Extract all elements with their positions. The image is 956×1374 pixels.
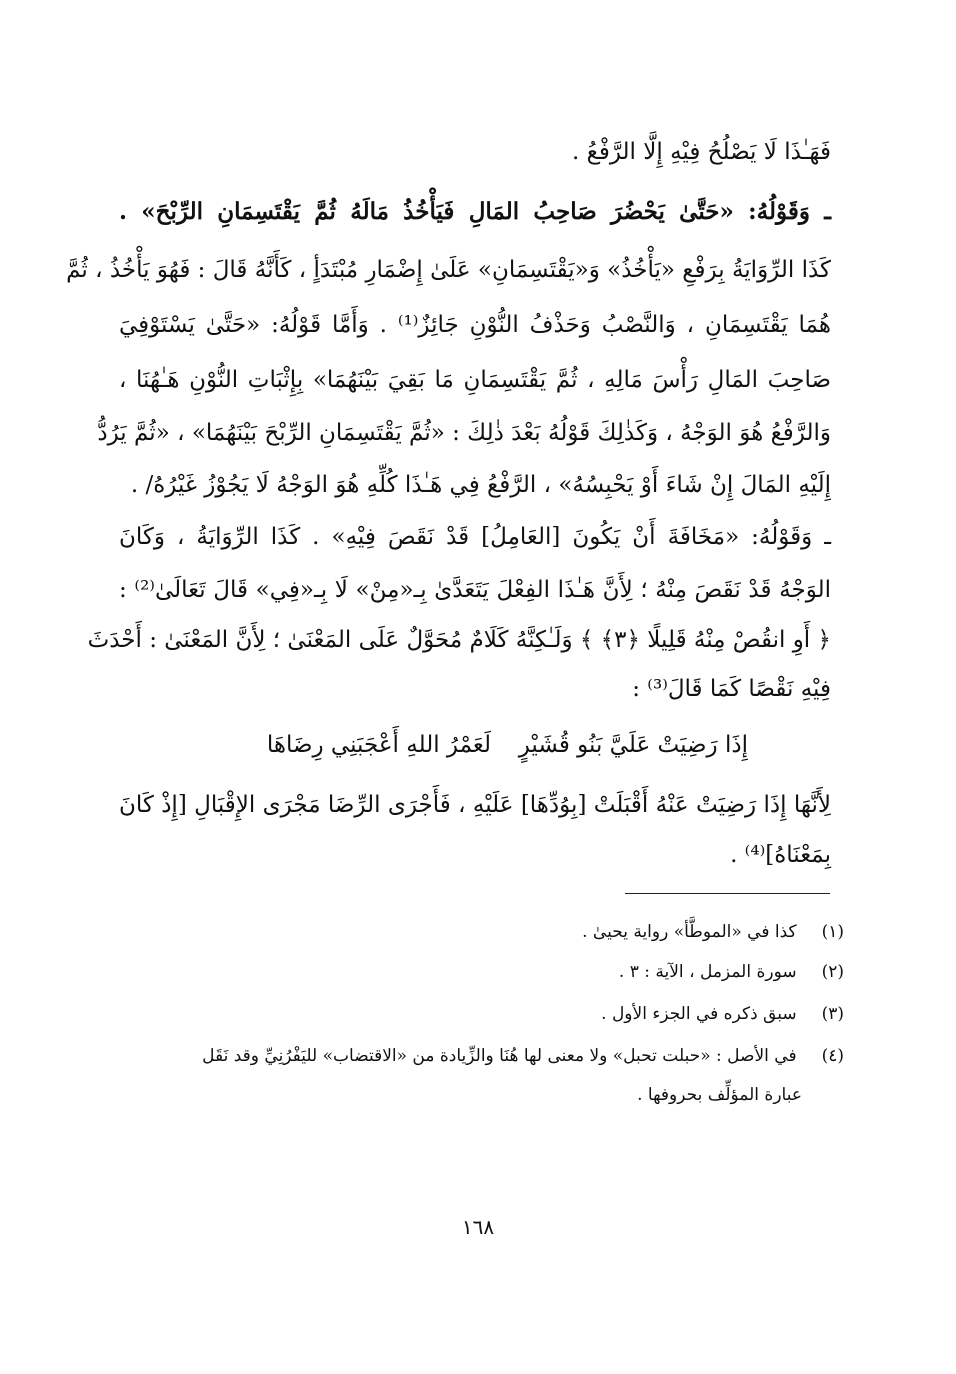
body-line-9: الوَجْهُ قَدْ نَقَصَ مِنْهُ ؛ لِأَنَّ هَـٰذَا الفِعْلَ يَتَعَدَّىٰ بِـ«مِنْ» لَا بِـ«فِي» قَالَ تَعَالَىٰ⁽²⁾ : xyxy=(119,577,831,603)
body-line-7: إِلَيْهِ المَالَ إِنْ شَاءَ أَوْ يَحْبِسُهُ» ، الرَّفْعُ فِي هَـٰذَا كُلِّهِ هُوَ الوَجْهُ لَا يَجُوْزُ غَيْرُهُ/ . xyxy=(130,472,831,498)
footnote-separator xyxy=(625,893,830,894)
footnote-3-number: (٣) xyxy=(821,1004,844,1024)
footnote-4 xyxy=(114,1040,844,1072)
body-line-10: ﴿ أَوِ انقُصْ مِنْهُ قَلِيلًا ﴿٣﴾ ﴾ وَلَـٰكِنَّهُ كَلَامٌ مُحَوَّلٌ عَلَى المَعْنَىٰ ؛ لِأَنَّ المَعْنَىٰ : أَحْدَثَ xyxy=(87,627,831,653)
footnote-2-number: (٢) xyxy=(821,962,844,982)
body-line-3: كَذَا الرِّوَايَةُ بِرَفْعِ «يَأْخُذُ» وَ«يَقْتَسِمَانِ» عَلَىٰ إِضْمَارِ مُبْتَدَأٍ ، كَأَنَّهُ قَالَ : فَهُوَ يَأْخُذُ ، ثُمَّ xyxy=(66,257,831,283)
footnote-4-text: في الأصل : «حبلت تحبل» ولا معنى لها هُنَا والزِّيادة من «الاقتضاب» لليَفْرُنِيِّ وقد نَقَل xyxy=(202,1046,797,1066)
body-line-8: ـ وَقَوْلُهُ: «مَخَافَةَ أَنْ يَكُونَ [العَامِلُ] قَدْ نَقَصَ فِيْهِ» . كَذَا الرِّوَايَةُ ، وَكَانَ xyxy=(119,524,831,550)
footnote-4-number: (٤) xyxy=(821,1046,844,1066)
verse-first-hemistich: إِذَا رَضِيَتْ عَلَيَّ بَنُو قُشَيْرٍ xyxy=(518,732,748,758)
footnote-4-continuation: عبارة المؤلِّف بحروفها . xyxy=(637,1085,802,1105)
footnote-2-text: سورة المزمل ، الآية : ٣ . xyxy=(618,962,797,982)
body-line-11: فِيْهِ نَقْصًا كَمَا قَالَ⁽³⁾ : xyxy=(632,676,831,702)
footnote-3 xyxy=(114,998,844,1030)
body-line-6: وَالرَّفْعُ هُوَ الوَجْهُ ، وَكَذٰلِكَ قَوْلُهُ بَعْدَ ذٰلِكَ : «ثُمَّ يَقْتَسِمَانِ الرِّبْحَ بَيْنَهُمَا» ، «ثُمَّ يَرُدُّ xyxy=(97,420,831,446)
body-line-13: بِمَعْنَاهُ]⁽⁴⁾ . xyxy=(730,842,831,868)
body-line-12: لِأَنَّهَا إِذَا رَضِيَتْ عَنْهُ أَقْبَلَتْ [بِوُدِّهَا] عَلَيْهِ ، فَأَجْرَى الرِّضَا مَجْرَى الإِقْبَالِ [إِذْ كَانَ xyxy=(119,792,831,818)
footnote-2 xyxy=(114,956,844,988)
body-line-2: ـ وَقَوْلُهُ: «حَتَّىٰ يَحْضُرَ صَاحِبُ المَالِ فَيَأْخُذُ مَالَهُ ثُمَّ يَقْتَسِمَانِ الرِّبْحَ» . xyxy=(119,198,831,225)
footnote-3-text: سبق ذكره في الجزء الأول . xyxy=(601,1004,797,1024)
footnote-1-text: كذا في «الموطَّأ» رواية يحيىٰ . xyxy=(582,922,797,942)
body-line-4: هُمَا يَقْتَسِمَانِ ، وَالنَّصْبُ وَحَذْفُ النُّوْنِ جَائِزٌ⁽¹⁾ . وَأَمَّا قَوْلُهُ: «حَتَّىٰ يَسْتَوْفِيَ xyxy=(119,312,831,338)
footnote-1-number: (١) xyxy=(821,922,844,942)
page-number: ١٦٨ xyxy=(461,1215,495,1239)
footnote-1 xyxy=(114,916,844,948)
body-line-1: فَهَـٰذَا لَا يَصْلُحُ فِيْهِ إِلَّا الرَّفْعُ . xyxy=(572,139,831,165)
verse-second-hemistich: لَعَمْرُ اللهِ أَعْجَبَنِي رِضَاهَا xyxy=(266,732,491,758)
body-line-5: صَاحِبَ المَالِ رَأْسَ مَالِهِ ، ثُمَّ يَقْتَسِمَانِ مَا بَقِيَ بَيْنَهُمَا» بِإِثْبَاتِ النُّوْنِ هَـٰهُنَا ، xyxy=(119,367,831,393)
